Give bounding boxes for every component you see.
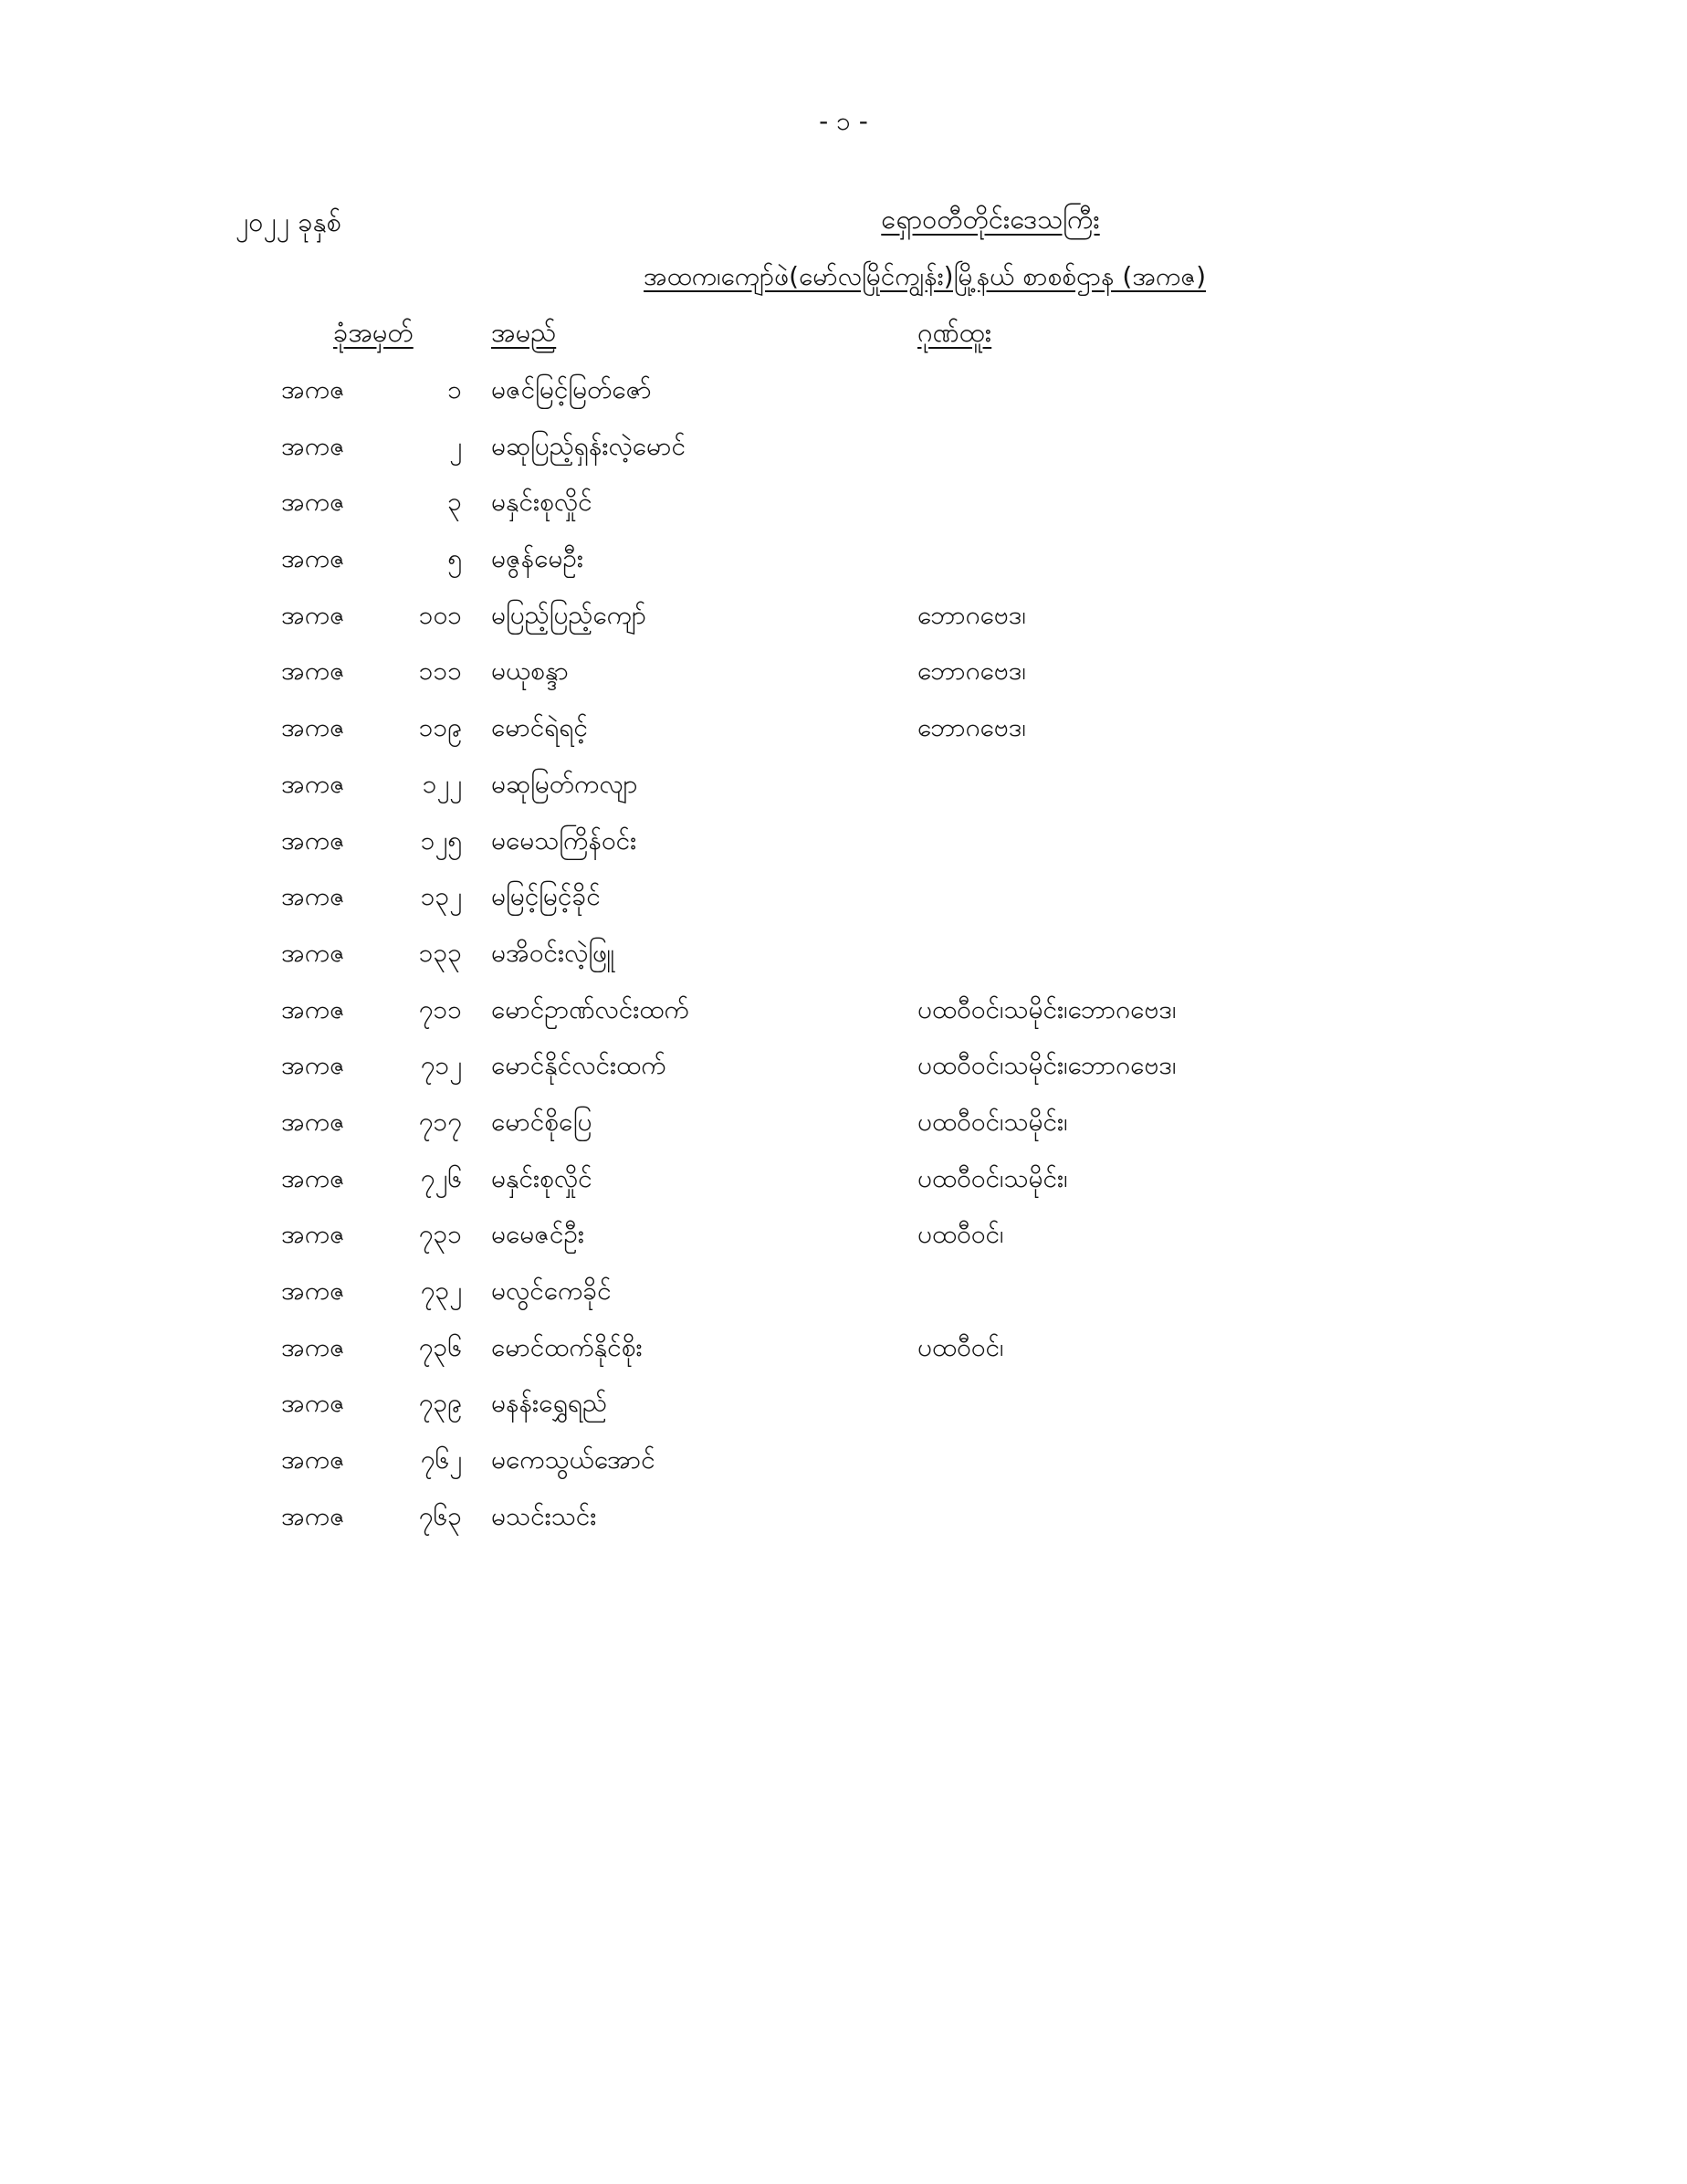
page-number: - ၁ - bbox=[819, 106, 868, 136]
center-code: အကဇ bbox=[281, 768, 345, 799]
student-name: မအိဝင်းလဲ့ဖြူ bbox=[491, 937, 615, 968]
exam-year: ၂၀၂၂ ခုနှစ် bbox=[236, 206, 341, 237]
center-code: အကဇ bbox=[281, 1500, 345, 1531]
center-code: အကဇ bbox=[281, 1106, 345, 1137]
student-name: မလွင်ကေခိုင် bbox=[491, 1276, 612, 1306]
list-item bbox=[0, 936, 1687, 992]
student-name: မယုစန္ဒာ bbox=[491, 656, 569, 687]
roll-number: ၇၃၉ bbox=[418, 1388, 462, 1419]
center-code: အကဇ bbox=[281, 1219, 345, 1250]
distinction-subjects: ဘောဂဗေဒ၊ bbox=[917, 599, 1026, 630]
center-code: အကဇ bbox=[281, 712, 345, 743]
distinction-subjects: ပထဝီဝင်၊သမိုင်း၊ဘောဂဗေဒ၊ bbox=[917, 1050, 1177, 1081]
center-code: အကဇ bbox=[281, 881, 345, 912]
roll-number: ၇၃၁ bbox=[418, 1219, 462, 1250]
student-name: မသင်းသင်း bbox=[491, 1500, 597, 1531]
distinction-subjects: ပထဝီဝင်၊သမိုင်း၊ bbox=[917, 1106, 1068, 1137]
student-name: မဆုပြည့်ရှန်းလဲ့မောင် bbox=[491, 430, 686, 461]
student-name: မကေသွယ်အောင် bbox=[491, 1444, 655, 1475]
roll-number: ၁၂၅ bbox=[420, 824, 462, 856]
student-name: မမြင့်မြင့်ခိုင် bbox=[491, 881, 601, 912]
center-code: အကဇ bbox=[281, 824, 345, 856]
list-item bbox=[0, 1217, 1687, 1274]
center-code: အကဇ bbox=[281, 543, 345, 574]
center-code: အကဇ bbox=[281, 993, 345, 1024]
center-code: အကဇ bbox=[281, 1331, 345, 1362]
center-code: အကဇ bbox=[281, 1162, 345, 1193]
roll-number: ၁၃၃ bbox=[418, 937, 462, 968]
list-item bbox=[0, 1386, 1687, 1443]
center-code: အကဇ bbox=[281, 430, 345, 461]
student-name: မနှင်းစုလှိုင် bbox=[491, 487, 592, 518]
list-item bbox=[0, 1048, 1687, 1105]
name-header: အမည် bbox=[491, 317, 557, 348]
region-title: ရှောဝတီတိုင်းဒေသကြီး bbox=[881, 204, 1100, 235]
list-item bbox=[0, 767, 1687, 824]
student-name: မဇွန်မေဦး bbox=[491, 543, 583, 574]
student-name: မဇင်မြင့်မြတ်ဇော် bbox=[491, 374, 652, 404]
distinction-subjects: ပထဝီဝင်၊သမိုင်း၊ bbox=[917, 1162, 1068, 1193]
roll-number: ၁ bbox=[447, 374, 462, 404]
center-code: အကဇ bbox=[281, 937, 345, 968]
student-name: မောင်ဥာဏ်လင်းထက် bbox=[491, 993, 689, 1024]
roll-number: ၇၂၆ bbox=[420, 1162, 462, 1193]
student-name: မနန်းရွှေရည် bbox=[491, 1388, 608, 1419]
list-item bbox=[0, 1105, 1687, 1161]
list-item bbox=[0, 1443, 1687, 1499]
list-item bbox=[0, 1161, 1687, 1218]
list-item bbox=[0, 541, 1687, 598]
roll-number: ၇၁၁ bbox=[418, 993, 462, 1024]
list-item bbox=[0, 373, 1687, 429]
list-item bbox=[0, 654, 1687, 710]
distinction-header: ဂုဏ်ထူး bbox=[917, 317, 992, 348]
list-item bbox=[0, 1499, 1687, 1556]
student-name: မဆုမြတ်ကလျာ bbox=[491, 768, 638, 799]
roll-number: ၁၀၁ bbox=[418, 599, 462, 630]
center-code: အကဇ bbox=[281, 1050, 345, 1081]
distinction-subjects: ဘောဂဗေဒ၊ bbox=[917, 656, 1026, 687]
roll-number: ၁၂၂ bbox=[422, 768, 462, 799]
roll-number: ၇၁၂ bbox=[420, 1050, 462, 1081]
roll-number: ၇၁၇ bbox=[418, 1106, 462, 1137]
list-item bbox=[0, 824, 1687, 880]
student-name: မမေဇင်ဦး bbox=[491, 1219, 585, 1250]
list-item bbox=[0, 879, 1687, 936]
distinction-subjects: ပထဝီဝင်၊ bbox=[917, 1331, 1004, 1362]
center-code: အကဇ bbox=[281, 1388, 345, 1419]
roll-number: ၇၃၂ bbox=[420, 1276, 462, 1306]
results-list bbox=[0, 373, 1687, 1555]
list-item bbox=[0, 992, 1687, 1049]
center-code: အကဇ bbox=[281, 487, 345, 518]
list-item bbox=[0, 1274, 1687, 1330]
distinction-subjects: ပထဝီဝင်၊သမိုင်း၊ဘောဂဗေဒ၊ bbox=[917, 993, 1177, 1024]
roll-number: ၇၆၃ bbox=[418, 1500, 462, 1531]
list-item bbox=[0, 710, 1687, 767]
exam-center-title: အထက၊ကျော်ဖဲ(မော်လမြိုင်ကျွန်း)မြို့နယ် စာစစ်ဌာန (အကဇ) bbox=[644, 261, 1206, 291]
student-name: မောင်ထက်နိုင်စိုး bbox=[491, 1331, 643, 1362]
student-name: မောင်နိုင်လင်းထက် bbox=[491, 1050, 666, 1081]
roll-number: ၁၁၉ bbox=[418, 712, 462, 743]
center-code: အကဇ bbox=[281, 1276, 345, 1306]
center-code: အကဇ bbox=[281, 374, 345, 404]
student-name: မောင်ရဲရင့် bbox=[491, 712, 588, 743]
roll-number: ၁၁၁ bbox=[418, 656, 462, 687]
list-item bbox=[0, 485, 1687, 541]
list-item bbox=[0, 1330, 1687, 1387]
center-code: အကဇ bbox=[281, 656, 345, 687]
student-name: မနှင်းစုလှိုင် bbox=[491, 1162, 592, 1193]
roll-number: ၁၃၂ bbox=[420, 881, 462, 912]
student-name: မောင်စိုပြေ bbox=[491, 1106, 592, 1137]
center-code: အကဇ bbox=[281, 1444, 345, 1475]
roll-number: ၇၆၂ bbox=[420, 1444, 462, 1475]
distinction-subjects: ပထဝီဝင်၊ bbox=[917, 1219, 1004, 1250]
list-item bbox=[0, 429, 1687, 486]
list-item bbox=[0, 598, 1687, 655]
student-name: မမေသကြိန်ဝင်း bbox=[491, 824, 637, 856]
roll-number-header: ခုံအမှတ် bbox=[333, 317, 414, 348]
center-code: အကဇ bbox=[281, 599, 345, 630]
roll-number: ၃ bbox=[447, 487, 462, 518]
roll-number: ၅ bbox=[447, 543, 462, 574]
roll-number: ၂ bbox=[449, 430, 462, 461]
student-name: မပြည့်ပြည့်ကျော် bbox=[491, 599, 647, 630]
roll-number: ၇၃၆ bbox=[418, 1331, 462, 1362]
distinction-subjects: ဘောဂဗေဒ၊ bbox=[917, 712, 1026, 743]
